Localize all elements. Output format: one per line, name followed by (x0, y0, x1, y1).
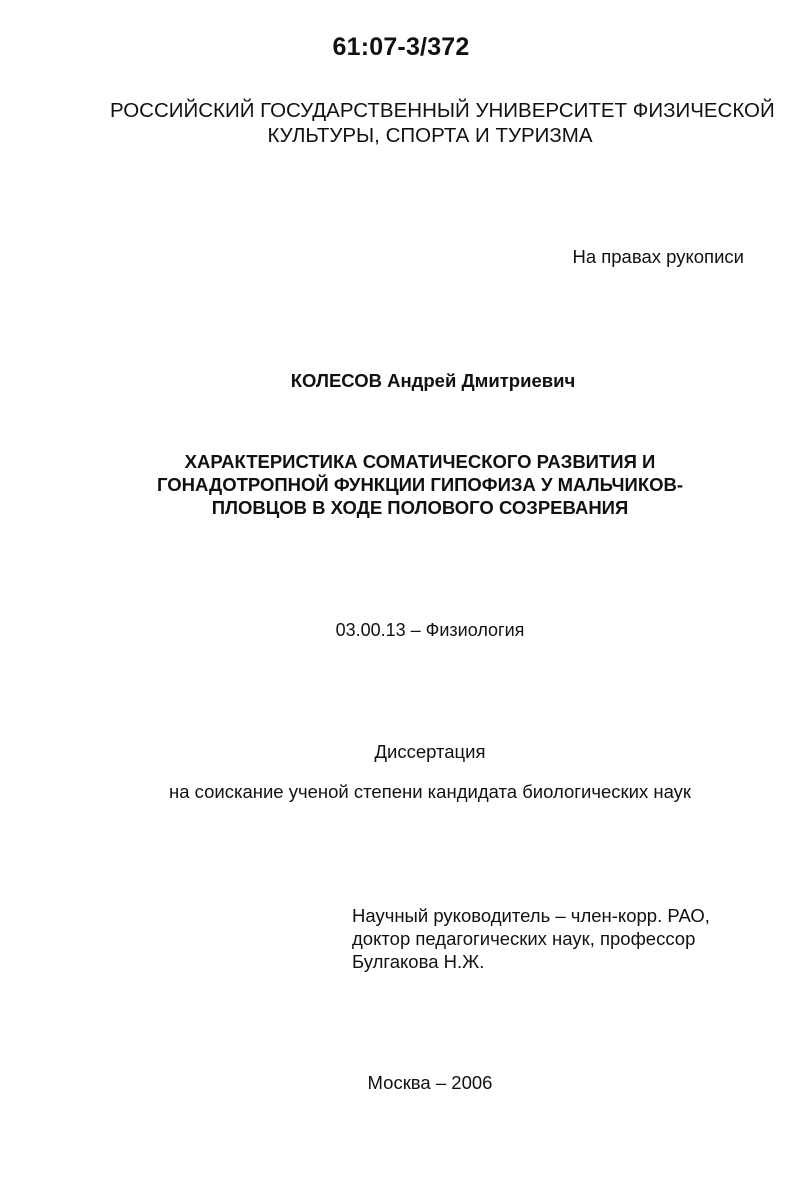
supervisor-line-3: Булгакова Н.Ж. (352, 951, 485, 972)
document-type: Диссертация (374, 741, 486, 762)
manuscript-note: На правах рукописи (572, 246, 744, 267)
title-line-2: ГОНАДОТРОПНОЙ ФУНКЦИИ ГИПОФИЗА У МАЛЬЧИКОВ- (156, 474, 684, 495)
title-line-3: ПЛОВЦОВ В ХОДЕ ПОЛОВОГО СОЗРЕВАНИЯ (211, 497, 629, 518)
author-surname: КОЛЕСОВ (290, 370, 382, 391)
author-given-names: Андрей Дмитриевич (387, 370, 576, 391)
dissertation-title (150, 450, 690, 519)
specialty-code: 03.00.13 – Физиология (335, 620, 525, 640)
author-name (0, 370, 796, 392)
supervisor-block (352, 904, 710, 973)
supervisor-line-2: доктор педагогических наук, профессор (352, 928, 696, 949)
institution-name (110, 98, 775, 148)
place-and-year: Москва – 2006 (367, 1072, 493, 1093)
institution-line-2: КУЛЬТУРЫ, СПОРТА И ТУРИЗМА (267, 124, 593, 147)
supervisor-line-1: Научный руководитель – член-корр. РАО, (352, 905, 710, 926)
title-line-1: ХАРАКТЕРИСТИКА СОМАТИЧЕСКОГО РАЗВИТИЯ И (184, 451, 656, 472)
degree-statement: на соискание ученой степени кандидата биологических наук (168, 781, 692, 802)
institution-line-1: РОССИЙСКИЙ ГОСУДАРСТВЕННЫЙ УНИВЕРСИТЕТ ФИЗИЧЕСКОЙ (110, 99, 775, 122)
catalog-code: 61:07-3/372 (332, 33, 470, 61)
